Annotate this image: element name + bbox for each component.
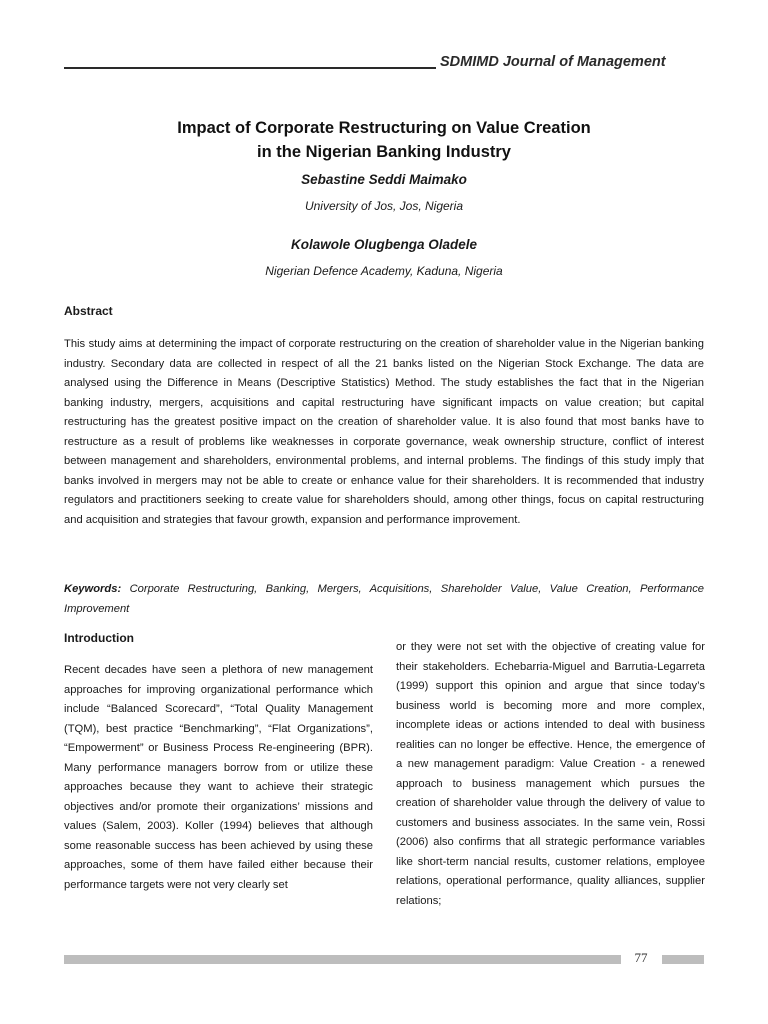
- footer-bar-right: [662, 955, 704, 964]
- title-line-2: in the Nigerian Banking Industry: [257, 143, 511, 161]
- keywords-list: Corporate Restructuring, Banking, Mergers, Acquisitions, Shareholder Value, Value Creation, Performance Improvement: [64, 583, 705, 615]
- journal-name: SDMIMD Journal of Management: [440, 54, 666, 70]
- introduction-right-column: or they were not set with the objective of creating value for their stakeholders. Echebarria-Miguel and Barrutia-Legarreta (1999) support this opinion and argue that since today’s business world is becoming more and more complex, incomplete ideas or actions intended to deal with business realities can no longer be effective. Hence, the emergence of a new management paradigm: Value Creation - a renewed approach to business management which pursues the creation of shareholder value through the delivery of value to customers and business associates. In the same vein, Rossi (2006) also confirms that all strategic performance variables like short-term nancial results, customer relations, employee relations, operational performance, quality alliances, supplier relations;: [396, 641, 705, 907]
- author-1-name: Sebastine Seddi Maimako: [301, 172, 467, 187]
- author-2-affiliation: Nigerian Defence Academy, Kaduna, Nigeria: [265, 264, 503, 278]
- abstract-heading: Abstract: [64, 304, 113, 318]
- abstract-text: This study aims at determining the impact of corporate restructuring on the creation of shareholder value in the Nigerian banking industry. Secondary data are collected in respect of all the 21 banks listed on the Nigerian Stock Exchange. The data are analysed using the Difference in Means (Descriptive Statistics) Method. The study establishes the fact that in the Nigerian banking industry, mergers, acquisitions and capital restructuring have significant impacts on value creation; but capital restructuring has the greatest positive impact on the creation of shareholder value. It is also found that most banks have to restructure as a result of problems like weaknesses in corporate governance, weak ownership structure, conflict of interest between management and shareholders, environmental problems, and internal problems. The findings of this study imply that banks involved in mergers may not be able to create or enhance value for their shareholders. It is recommended that industry regulators and practitioners seeking to create value for shareholders should, among other things, focus on capital restructuring and acquisition and strategies that favour growth, expansion and performance improvement.: [64, 338, 704, 526]
- author-2-name: Kolawole Olugbenga Oladele: [290, 237, 478, 252]
- introduction-heading: Introduction: [64, 631, 134, 645]
- header-rule: [64, 67, 436, 69]
- footer-bar-left: [64, 955, 621, 964]
- keywords-label: Keywords:: [64, 583, 122, 595]
- introduction-left-column: Recent decades have seen a plethora of new management approaches for improving organizational performance which include “Balanced Scorecard”, “Total Quality Management (TQM), best practice “Benchmarking”, “Flat Organizations”, “Empowerment” or Business Process Re-engineering (BPR). Many performance managers borrow from or utilize these approaches because they want to achieve their strategic objectives and/or promote their organizations’ missions and values (Salem, 2003). Koller (1994) believes that although some reasonable success has been achieved by using these approaches, some of them have failed either because their performance targets were not very clearly set: [64, 664, 373, 891]
- author-1-affiliation: University of Jos, Jos, Nigeria: [304, 199, 464, 213]
- title-line-1: Impact of Corporate Restructuring on Value Creation: [177, 119, 591, 137]
- article-title: [64, 116, 704, 164]
- page-number: 77: [634, 950, 648, 965]
- keywords: [64, 580, 704, 619]
